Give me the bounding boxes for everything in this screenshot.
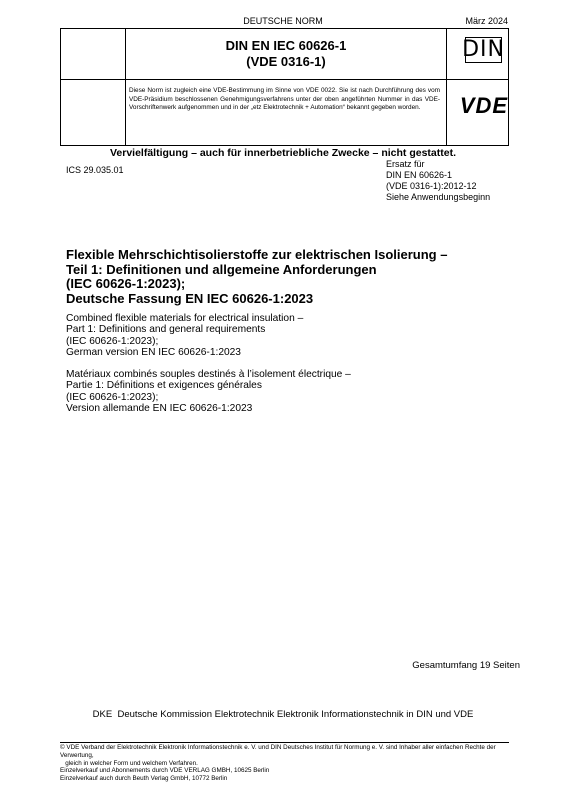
standard-number: DIN EN IEC 60626-1 [225, 38, 347, 53]
title-line: German version EN IEC 60626-1:2023 [66, 346, 241, 358]
total-pages: Gesamtumfang 19 Seiten [412, 660, 520, 671]
replacement-line: (VDE 0316-1):2012-12 [386, 181, 477, 191]
committee-line: DKE Deutsche Kommission Elektrotechnik Elektronik Informationstechnik in DIN und VDE [92, 709, 474, 720]
copyright-line: Einzelverkauf auch durch Beuth Verlag GmbH, 10772 Berlin [60, 775, 228, 783]
footer-divider [60, 742, 509, 743]
din-logo: DIN [462, 37, 505, 62]
vde-number: (VDE 0316-1) [246, 54, 326, 69]
title-german [66, 248, 516, 306]
copyright-line: gleich in welcher Form und welchem Verfahren. [60, 759, 198, 767]
title-line: Flexible Mehrschichtisolierstoffe zur elektrischen Isolierung – [66, 247, 448, 262]
title-line: Deutsche Fassung EN IEC 60626-1:2023 [66, 290, 314, 306]
title-english [66, 313, 516, 358]
title-line: (IEC 60626-1:2023); [66, 335, 159, 347]
reproduction-notice: Vervielfältigung – auch für innerbetriebliche Zwecke – nicht gestattet. [109, 147, 456, 159]
replacement-info [386, 159, 490, 203]
title-line: Matériaux combinés souples destinés à l’isolement électrique – [66, 369, 351, 380]
vde-notice: Diese Norm ist zugleich eine VDE-Bestimmung im Sinne von VDE 0022. Sie ist nach Durchführung des vom VDE-Präsidium beschlossenen Genehmigungsverfahrens unter der oben angeführten Nummer in das VDE-Vorschriftenwerk aufgenommen und in der „etz Elektrotechnik + Automation“ bekannt gegeben worden. [129, 87, 440, 112]
ics-code: ICS 29.035.01 [66, 165, 124, 175]
header-divider-middle [61, 79, 508, 80]
title-line: Part 1: Definitions and general requirements [66, 324, 266, 336]
title-line: Combined flexible materials for electrical insulation – [66, 313, 304, 324]
title-line: Partie 1: Définitions et exigences générales [66, 380, 262, 392]
copyright-line: © VDE Verband der Elektrotechnik Elektronik Informationstechnik e. V. und DIN Deutsches Institut für Normung e. V. sind Inhaber aller einfachen Rechte der Verwertung, [60, 744, 496, 759]
header-box [60, 28, 509, 146]
title-line: (IEC 60626-1:2023); [66, 276, 186, 291]
title-line: Version allemande EN IEC 60626-1:2023 [66, 402, 253, 414]
title-french [66, 369, 516, 414]
replacement-line: Siehe Anwendungsbeginn [386, 192, 491, 202]
document-type-label: DEUTSCHE NORM [243, 16, 323, 26]
title-line: (IEC 60626-1:2023); [66, 391, 159, 403]
copyright-notice [60, 744, 530, 783]
copyright-line: Einzelverkauf und Abonnements durch VDE VERLAG GMBH, 10625 Berlin [60, 767, 270, 775]
vde-logo: VDE [459, 93, 509, 118]
replacement-line: Ersatz für [386, 159, 425, 169]
replacement-line: DIN EN 60626-1 [386, 170, 453, 180]
publication-date: März 2024 [465, 16, 508, 26]
title-line: Teil 1: Definitionen und allgemeine Anforderungen [66, 261, 377, 277]
